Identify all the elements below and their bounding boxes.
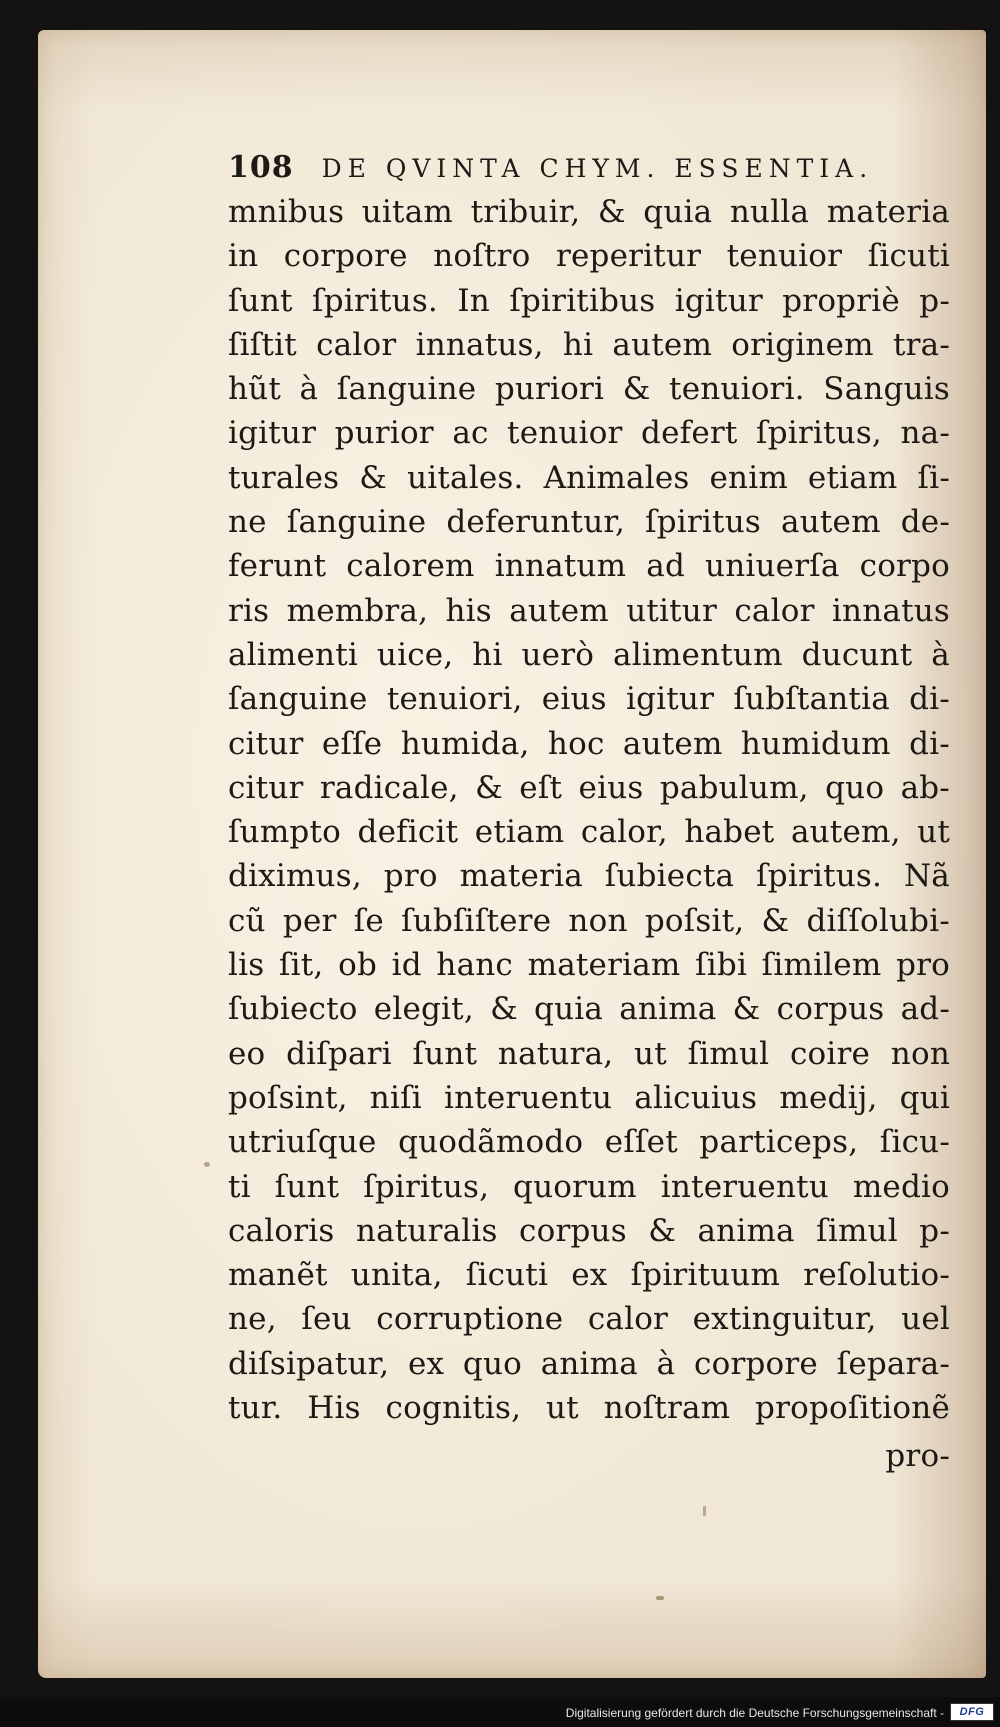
page-number: 108 — [228, 150, 294, 185]
running-head — [228, 150, 950, 188]
text-line: ferunt calorem innatum ad uniuerſa corpo — [228, 548, 950, 585]
text-line: turales & uitales. Animales enim etiam ſi- — [228, 459, 950, 496]
funding-credit: Digitalisierung gefördert durch die Deutsche Forschungsgemeinschaft - — [565, 1706, 944, 1720]
text-line: ſiſtit calor innatus, hi autem originem tra- — [228, 326, 950, 363]
text-line: ne ſanguine deferuntur, ſpiritus autem de- — [228, 504, 950, 541]
text-line: cũ per ſe ſubſiſtere non poſsit, & diſſolubi- — [228, 902, 950, 939]
text-line: ſubiecto elegit, & quia anima & corpus ad- — [228, 991, 950, 1028]
text-line: tur. His cognitis, ut noſtram propoſitionẽ — [228, 1390, 950, 1427]
text-line: ſumpto deficit etiam calor, habet autem, ut — [228, 814, 950, 851]
text-line: igitur purior ac tenuior defert ſpiritus, na- — [228, 415, 950, 452]
text-line: eo diſpari ſunt natura, ut ſimul coire non — [228, 1035, 950, 1072]
text-line: ne, ſeu corruptione calor extinguitur, uel — [228, 1301, 950, 1338]
text-line: ris membra, his autem utitur calor innatus — [228, 592, 950, 629]
catchword: pro- — [885, 1438, 950, 1475]
text-line: citur radicale, & eſt eius pabulum, quo ab- — [228, 769, 950, 806]
text-line: caloris naturalis corpus & anima ſimul p- — [228, 1212, 950, 1249]
text-line: lis ſit, ob id hanc materiam ſibi ſimilem pro — [228, 947, 950, 984]
running-title: DE QVINTA CHYM. ESSENTIA. — [321, 154, 874, 183]
text-line: ſanguine tenuiori, eius igitur ſubſtantia di- — [228, 681, 950, 718]
text-block — [228, 150, 950, 1479]
text-line: mnibus uitam tribuir, & quia nulla materia — [228, 194, 950, 230]
body-text — [228, 190, 950, 1479]
dfg-logo: DFG — [950, 1703, 994, 1721]
paper-speck — [204, 1162, 210, 1167]
footer-bar — [0, 1697, 1000, 1727]
paper-speck — [703, 1506, 706, 1516]
paper-speck — [656, 1596, 664, 1600]
text-line: diximus, pro materia ſubiecta ſpiritus. Nã — [228, 858, 950, 895]
text-line: citur eſſe humida, hoc autem humidum di- — [228, 725, 950, 762]
text-line: alimenti uice, hi uerò alimentum ducunt à — [228, 636, 950, 673]
text-line: utriuſque quodãmodo eſſet particeps, ſicu- — [228, 1124, 950, 1161]
text-line: diſsipatur, ex quo anima à corpore ſepara- — [228, 1345, 950, 1382]
text-line: poſsint, niſi interuentu alicuius medij, qui — [228, 1079, 950, 1116]
text-line: in corpore noſtro reperitur tenuior ſicuti — [228, 238, 950, 275]
text-line: hũt à ſanguine puriori & tenuiori. Sanguis — [228, 371, 950, 408]
text-line: ti ſunt ſpiritus, quorum interuentu medio — [228, 1168, 950, 1205]
text-line: ſunt ſpiritus. In ſpiritibus igitur propriè p- — [228, 282, 950, 319]
text-line: manẽt unita, ſicuti ex ſpirituum reſolutio- — [228, 1257, 950, 1294]
